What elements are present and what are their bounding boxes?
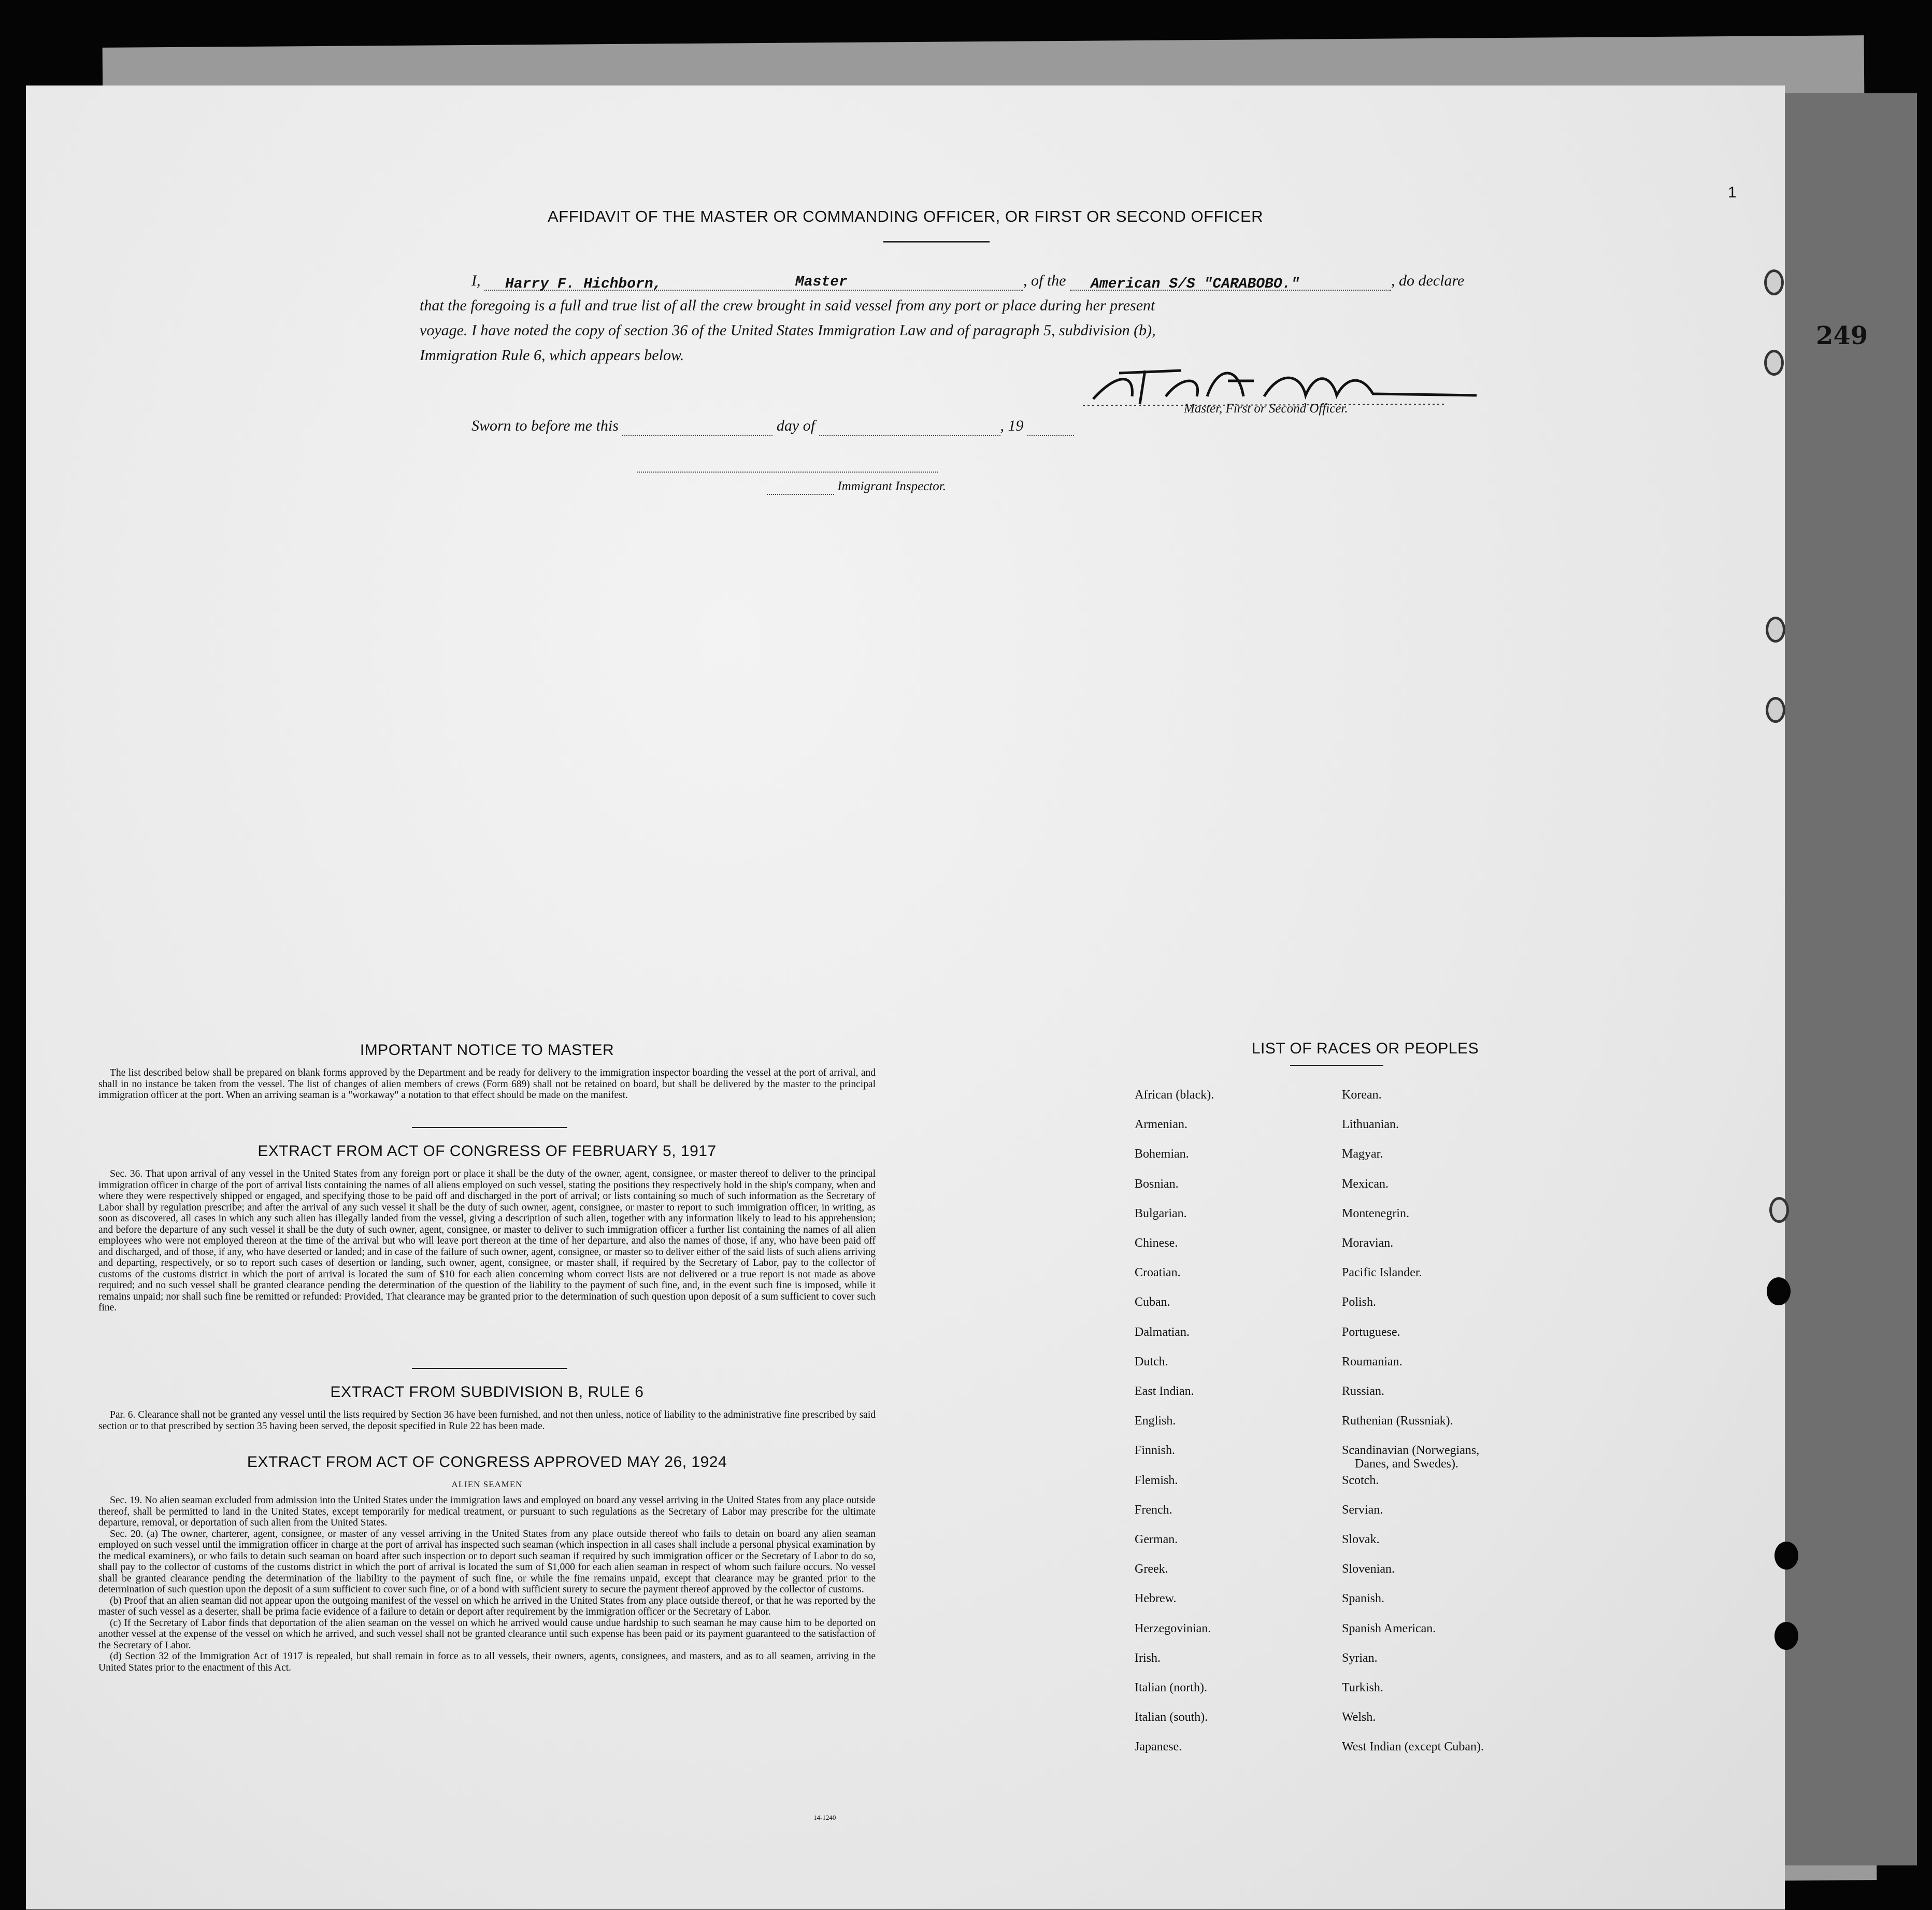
sworn-year-field — [1027, 417, 1074, 436]
race-item: Servian. — [1342, 1503, 1383, 1517]
inspector-caption: Immigrant Inspector. — [837, 479, 946, 493]
affidavit-line-2: that the foregoing is a full and true list of all the crew brought in said vessel from any port or place during her present — [420, 297, 1155, 314]
race-item: Bosnian. — [1135, 1177, 1179, 1191]
extract-rule6-title: EXTRACT FROM SUBDIVISION B, RULE 6 — [330, 1384, 644, 1401]
race-item: Pacific Islander. — [1342, 1266, 1422, 1280]
race-item: Korean. — [1342, 1088, 1382, 1102]
race-item: Dalmatian. — [1135, 1325, 1190, 1339]
section-rule — [412, 1368, 567, 1369]
day-of-label: day of — [776, 417, 815, 434]
notice-paragraph: The list described below shall be prepared on blank forms approved by the Department and be ready for delivery to the immigration inspector boarding the vessel at the port of arrival, and shall in no instance be taken from the vessel. The list of changes of alien members of crews (Form 689) shall not be retained on board, but shall be delivered by the master to the principal immigration officer at the port. When an arriving seaman is a "workaway" a notation to that effect should be made on the manifest. — [98, 1067, 876, 1101]
punch-hole — [1774, 1622, 1798, 1650]
sworn-month-field — [819, 417, 1000, 436]
race-item: Chinese. — [1135, 1236, 1178, 1250]
race-item: Syrian. — [1342, 1651, 1378, 1665]
extract-rule6-body — [98, 1409, 876, 1432]
i-label: I, — [471, 272, 481, 289]
extract-1924-paragraph: (b) Proof that an alien seaman did not appear upon the outgoing manifest of the vessel on which he arrived in the United States from any place outside thereof, or that he was reported by the master of such vessel as a deserter, shall be prima facie evidence of a failure to detain or deport after requirement by the immigration officer or the Secretary of Labor. — [98, 1595, 876, 1617]
vessel-name: American S/S "CARABOBO." — [1091, 276, 1300, 292]
title-rule — [883, 241, 990, 243]
inspector-field — [767, 479, 834, 495]
officer-name: Harry F. Hichborn, — [505, 276, 662, 292]
extract-1924-paragraph: Sec. 20. (a) The owner, charterer, agent, consignee, or master of any vessel arriving in the United States from any place outside thereof who fails to detain on board any alien seaman employed on such vessel until the immigration officer in charge at the port of arrival has inspected such seaman (which inspection in all cases shall include a personal physical examination by the medical examiners), or who fails to detain such seaman on board after such inspection or to deport such seaman if required by such immigration officer or the Secretary of Labor to do so, shall pay to the collector of customs of the customs district in which the port of arrival is located the sum of $1,000 for each alien seaman in respect of whom such failure occurs. No vessel shall be granted clearance pending the determination of the liability to the payment of such fine, or while the fine remains unpaid, except that clearance may be granted prior to the determination of such question upon the deposit of a sum sufficient to cover such fine, or of a bond with sufficient surety to secure the payment thereof approved by the collector of customs. — [98, 1528, 876, 1595]
affidavit-line-4: Immigration Rule 6, which appears below. — [420, 347, 684, 364]
race-item: English. — [1135, 1414, 1176, 1428]
affidavit-line-3: voyage. I have noted the copy of section 36 of the United States Immigration Law and of paragraph 5, subdivision (b), — [420, 322, 1156, 339]
race-item: Magyar. — [1342, 1147, 1383, 1161]
sworn-date-field — [622, 417, 772, 436]
race-item: Herzegovinian. — [1135, 1621, 1211, 1635]
races-rule — [1290, 1065, 1383, 1066]
inspector-line — [637, 472, 938, 473]
punch-hole — [1769, 1197, 1789, 1223]
do-declare-label: , do declare — [1391, 272, 1465, 289]
race-item: Scandinavian (Norwegians, — [1342, 1444, 1480, 1458]
extract-1924-paragraph: (c) If the Secretary of Labor finds that deportation of the alien seaman on the vessel on which he arrived would cause undue hardship to such seaman he may cause him to be deported on another vessel at the expense of the vessel on which he arrived, and such vessel shall not be granted clearance until such expense has been paid or its payment guaranteed to the satisfaction of the Secretary of Labor. — [98, 1617, 876, 1651]
race-item: Armenian. — [1135, 1118, 1187, 1132]
race-item: Greek. — [1135, 1562, 1168, 1576]
extract-1917-title: EXTRACT FROM ACT OF CONGRESS OF FEBRUARY 5, 1917 — [257, 1143, 717, 1160]
notice-title: IMPORTANT NOTICE TO MASTER — [360, 1042, 614, 1059]
back-sheet-edge — [1782, 93, 1917, 1865]
affidavit-line-1 — [471, 272, 1464, 291]
punch-hole — [1767, 1277, 1791, 1305]
race-item: West Indian (except Cuban). — [1342, 1740, 1484, 1754]
race-item: Croatian. — [1135, 1266, 1181, 1280]
back-page-number: 249 — [1816, 321, 1868, 350]
form-number: 14-1240 — [813, 1814, 836, 1821]
race-item: Montenegrin. — [1342, 1206, 1409, 1220]
race-item: Cuban. — [1135, 1295, 1170, 1309]
race-item-continuation: Danes, and Swedes). — [1355, 1457, 1458, 1471]
sworn-prefix: Sworn to before me this — [471, 417, 619, 434]
race-item: Spanish American. — [1342, 1621, 1436, 1635]
punch-hole — [1764, 350, 1784, 376]
race-item: Russian. — [1342, 1385, 1385, 1398]
race-item: Flemish. — [1135, 1473, 1178, 1487]
race-item: Welsh. — [1342, 1711, 1376, 1724]
race-item: Italian (north). — [1135, 1681, 1207, 1694]
race-item: Scotch. — [1342, 1473, 1379, 1487]
punch-hole — [1766, 617, 1785, 643]
affidavit-title: AFFIDAVIT OF THE MASTER OR COMMANDING OFFICER, OR FIRST OR SECOND OFFICER — [547, 207, 1264, 225]
race-item: Japanese. — [1135, 1740, 1182, 1754]
race-item: Spanish. — [1342, 1592, 1385, 1606]
officer-line — [484, 272, 1023, 291]
officer-rank: Master — [795, 274, 848, 290]
race-item: Slovenian. — [1342, 1562, 1395, 1576]
section-rule — [412, 1127, 567, 1128]
sworn-line — [471, 417, 1074, 436]
document-page — [26, 85, 1785, 1909]
race-item: Lithuanian. — [1342, 1118, 1399, 1132]
punch-hole — [1766, 697, 1785, 723]
year-prefix: , 19 — [1000, 417, 1024, 434]
extract-1924-body — [98, 1495, 876, 1673]
race-item: Finnish. — [1135, 1444, 1176, 1458]
races-title: LIST OF RACES OR PEOPLES — [1251, 1040, 1479, 1057]
signature-caption: Master, First or Second Officer. — [1184, 402, 1348, 416]
race-item: Bulgarian. — [1135, 1206, 1187, 1220]
of-the-label: , of the — [1023, 272, 1066, 289]
race-item: German. — [1135, 1533, 1178, 1546]
race-item: Slovak. — [1342, 1533, 1380, 1546]
inspector-row — [767, 479, 946, 495]
extract-1924-paragraph: Sec. 19. No alien seaman excluded from admission into the United States under the immigration laws and employed on board any vessel arriving in the United States from any place outside thereof, shall be permitted to land in the United States, except temporarily for medical treatment, or pursuant to such regulations as the Secretary of Labor may prescribe for the ultimate departure, removal, or deportation of such alien from the United States. — [98, 1495, 876, 1528]
race-item: Bohemian. — [1135, 1147, 1189, 1161]
race-item: Roumanian. — [1342, 1355, 1403, 1369]
punch-hole — [1774, 1542, 1798, 1570]
race-item: Dutch. — [1135, 1355, 1168, 1369]
race-item: Italian (south). — [1135, 1711, 1208, 1724]
race-item: East Indian. — [1135, 1385, 1194, 1398]
vessel-line — [1070, 272, 1391, 291]
race-item: Ruthenian (Russniak). — [1342, 1414, 1453, 1428]
punch-hole — [1764, 269, 1784, 295]
notice-body — [98, 1067, 876, 1101]
extract-1917-body — [98, 1168, 876, 1314]
race-item: Portuguese. — [1342, 1325, 1400, 1339]
race-item: Mexican. — [1342, 1177, 1389, 1191]
page-mark: 1 — [1728, 184, 1737, 201]
extract-rule6-paragraph: Par. 6. Clearance shall not be granted any vessel until the lists required by Section 36 have been furnished, and not then unless, notice of liability to the administrative fine prescribed by said section or to that prescribed by section 35 having been served, the deposit specified in Rule 22 has been made. — [98, 1409, 876, 1432]
race-item: Irish. — [1135, 1651, 1161, 1665]
extract-1924-subtitle: ALIEN SEAMEN — [451, 1479, 523, 1489]
race-item: French. — [1135, 1503, 1172, 1517]
race-item: African (black). — [1135, 1088, 1214, 1102]
race-item: Hebrew. — [1135, 1592, 1177, 1606]
race-item: Moravian. — [1342, 1236, 1394, 1250]
extract-1924-title: EXTRACT FROM ACT OF CONGRESS APPROVED MAY 26, 1924 — [247, 1453, 727, 1471]
extract-1924-paragraph: (d) Section 32 of the Immigration Act of 1917 is repealed, but shall remain in force as to all vessels, their owners, agents, consignees, and masters, and as to all seamen, arriving in the United States prior to the enactment of this Act. — [98, 1651, 876, 1673]
race-item: Turkish. — [1342, 1681, 1383, 1694]
race-item: Polish. — [1342, 1295, 1377, 1309]
extract-1917-paragraph: Sec. 36. That upon arrival of any vessel in the United States from any foreign port or place it shall be the duty of the owner, agent, consignee, or master thereof to deliver to the principal immigration officer in charge of the port of arrival lists containing the names of all aliens employed on such vessel, stating the positions they respectively hold in the ship's company, when and where they were respectively shipped or engaged, and specifying those to be paid off and discharged in the port of arrival; or lists containing so much of such information as the Secretary of Labor shall by regulation prescribe; and after the arrival of any such vessel it shall be the duty of such owner, agent, consignee, or master to report to such immigration officer, in writing, as soon as discovered, all cases in which any such alien has illegally landed from the vessel, giving a description of such alien, together with any information likely to lead to his apprehension; and before the departure of any such vessel it shall be the duty of such owner, agent, consignee, or master to deliver to such immigration officer a further list containing the names of all alien employees who were not employed thereon at the time of the arrival but who will leave port thereon at the time of her departure, and also the names of those, if any, who have been paid off and discharged, and of those, if any, who have deserted or landed; and in case of the failure of such owner, agent, consignee, or master so to deliver either of the said lists of such aliens arriving and departing, respectively, or so to report such cases of desertion or landing, such owner, agent, consignee, or master shall, if required by the Secretary of Labor, pay to the collector of customs of the customs district in which the port of arrival is located the sum of $10 for each alien concerning whom correct lists are not delivered or a true report is not made as above required; and no such vessel shall be granted clearance pending the determination of the question of the liability to the payment of such fine, and, in the event such fine is imposed, while it remains unpaid; nor shall such fine be remitted or refunded: Provided, That clearance may be granted prior to the determination of such question upon deposit of a sum sufficient to cover such fine. — [98, 1168, 876, 1313]
